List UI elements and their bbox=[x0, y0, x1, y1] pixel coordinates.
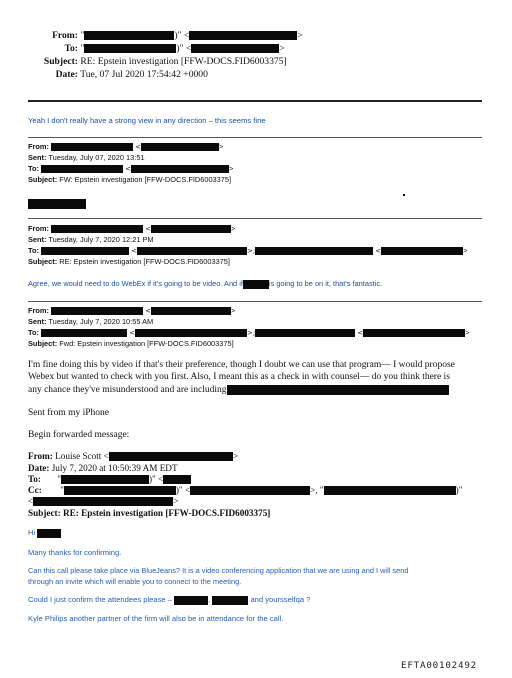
fwd-subject-row bbox=[28, 508, 270, 518]
fwd-to-value: " bbox=[57, 474, 61, 484]
msg1-subject-value: FW: Epstein investigation [FFW-DOCS.FID6003375] bbox=[59, 175, 232, 184]
fwd-subject-value: RE: Epstein investigation [FFW-DOCS.FID6003375] bbox=[62, 508, 271, 518]
msg3-subject-label: Subject: bbox=[28, 339, 58, 348]
redaction-block bbox=[51, 225, 143, 233]
msg1-subject-row bbox=[28, 175, 231, 184]
fwd-from-label: From: bbox=[28, 451, 53, 461]
fwd-cc-line2-start: < bbox=[28, 496, 34, 506]
fwd-question-line2: through an invite which will enable you to connect to the meeting. bbox=[28, 576, 242, 586]
redaction-block bbox=[381, 247, 463, 255]
msg2-from-end: > bbox=[230, 224, 236, 233]
redaction-block bbox=[151, 225, 231, 233]
redaction-block bbox=[41, 329, 127, 337]
msg3-body-line1: I'm fine doing this by video if that's their preference, though I doubt we can use that program— I would propose bbox=[28, 360, 455, 370]
fwd-date-label: Date: bbox=[28, 463, 50, 473]
top-subject-label: Subject: bbox=[43, 56, 78, 67]
msg3-sent-label: Sent: bbox=[28, 317, 47, 326]
fwd-date-value: July 7, 2020 at 10:50:39 AM EDT bbox=[51, 463, 178, 473]
msg3-to-row: To: < >; < > bbox=[28, 328, 470, 337]
redaction-block bbox=[324, 486, 456, 495]
fwd-cc-row bbox=[28, 485, 462, 495]
msg1-to-label: To: bbox=[28, 164, 39, 173]
redaction-block bbox=[141, 143, 219, 151]
redaction-block bbox=[84, 31, 174, 40]
msg2-body-pre: Agree, we would need to do WebEx if it's going to be video. And if bbox=[28, 279, 243, 288]
top-subject-row bbox=[38, 56, 287, 67]
redaction-block bbox=[28, 199, 86, 209]
fwd-hi-row bbox=[28, 528, 61, 538]
top-date-row bbox=[48, 69, 208, 80]
top-from-mid: )" < bbox=[174, 30, 190, 41]
fwd-to-mid: )" < bbox=[149, 474, 164, 484]
divider bbox=[28, 137, 482, 138]
msg1-sent-label: Sent: bbox=[28, 153, 47, 162]
fwd-cc-line2-end: > bbox=[173, 496, 179, 506]
redaction-block bbox=[33, 497, 173, 506]
fwd-cc-value: " bbox=[60, 485, 64, 495]
redaction-block bbox=[41, 165, 123, 173]
fwd-attendees-post: and yoursselfqa ? bbox=[250, 595, 311, 604]
msg3-from-label: From: bbox=[28, 306, 49, 315]
fwd-hi: Hi bbox=[28, 528, 36, 537]
redaction-block bbox=[212, 596, 248, 605]
msg3-sent-from: Sent from my iPhone bbox=[28, 408, 110, 418]
redaction-block bbox=[51, 143, 133, 151]
redaction-block bbox=[84, 44, 176, 53]
redaction-block bbox=[61, 475, 149, 484]
redaction-block bbox=[255, 247, 373, 255]
msg2-to-row: To: < >; < > bbox=[28, 246, 468, 255]
msg2-to-end: > bbox=[463, 246, 468, 255]
fwd-cc-mid: )" < bbox=[175, 485, 191, 495]
msg1-to-end: > bbox=[228, 164, 234, 173]
divider bbox=[28, 218, 482, 219]
fwd-attendees-row bbox=[28, 595, 310, 605]
msg3-to-label: To: bbox=[28, 328, 39, 337]
fwd-thanks: Many thanks for confirming. bbox=[28, 548, 122, 557]
msg3-to-end: > bbox=[465, 328, 470, 337]
redaction-block bbox=[227, 385, 449, 395]
msg2-sent-row bbox=[28, 235, 154, 244]
redaction-block bbox=[37, 529, 61, 538]
msg3-subject-row bbox=[28, 339, 234, 348]
msg2-from-label: From: bbox=[28, 224, 49, 233]
msg2-subject-value: RE: Epstein investigation [FFW-DOCS.FID6003375] bbox=[59, 257, 230, 266]
msg2-from-row: From: < > bbox=[28, 224, 236, 233]
msg1-subject-label: Subject: bbox=[28, 175, 58, 184]
msg1-from-end: > bbox=[218, 142, 224, 151]
bates-number: EFTA00102492 bbox=[401, 660, 477, 671]
msg3-body-line3: any chance they've misunderstood and are including bbox=[28, 384, 227, 395]
header-divider bbox=[28, 100, 482, 102]
fwd-from-end: > bbox=[232, 451, 238, 461]
fwd-from-value: Louise Scott < bbox=[55, 451, 109, 461]
reply-1-text: Yeah I don't really have a strong view in any direction – this seems fine bbox=[28, 116, 266, 125]
top-to-mid: )" < bbox=[176, 43, 192, 54]
redaction-block bbox=[163, 475, 191, 484]
msg3-from-row: From: < > bbox=[28, 306, 236, 315]
top-to-row bbox=[48, 43, 285, 54]
msg1-to-row: To: < > bbox=[28, 164, 234, 173]
top-date-value: Tue, 07 Jul 2020 17:54:42 +0000 bbox=[80, 69, 208, 80]
top-from-end: > bbox=[297, 30, 303, 41]
redaction-block bbox=[255, 329, 355, 337]
msg3-body bbox=[28, 359, 484, 396]
fwd-cc-row-2 bbox=[28, 496, 178, 506]
fwd-date-row bbox=[28, 463, 178, 473]
fwd-cc-end: )" bbox=[455, 485, 463, 495]
msg1-sent-row bbox=[28, 153, 145, 162]
divider bbox=[28, 301, 482, 302]
fwd-attendees-comma: , bbox=[208, 595, 211, 604]
redaction-block bbox=[51, 307, 143, 315]
msg3-body-line2: Webex but wanted to check with you first. Also, I meant this as a check in with counsel— do you think there is bbox=[28, 372, 450, 383]
redaction-block bbox=[190, 486, 310, 495]
redaction-block bbox=[41, 247, 129, 255]
redaction-block bbox=[135, 329, 247, 337]
top-from-label: From: bbox=[52, 30, 78, 41]
fwd-from-row bbox=[28, 451, 238, 461]
msg1-from-row: From: < > bbox=[28, 142, 224, 151]
redaction-block bbox=[363, 329, 465, 337]
fwd-attendees-pre: Could I just confirm the attendees please – bbox=[28, 595, 172, 604]
msg2-sent-value: Tuesday, July 7, 2020 12:21 PM bbox=[48, 235, 154, 244]
msg3-forwarded: Begin forwarded message: bbox=[28, 430, 130, 440]
redaction-block bbox=[191, 44, 279, 53]
top-from-value: " bbox=[80, 30, 85, 41]
fwd-to-label: To: bbox=[28, 474, 41, 484]
msg3-subject-value: Fwd: Epstein investigation [FFW-DOCS.FID6003375] bbox=[59, 339, 234, 348]
top-subject-value: RE: Epstein investigation [FFW-DOCS.FID6003375] bbox=[80, 56, 287, 67]
fwd-cc-mid2: >, " bbox=[310, 485, 324, 495]
fwd-question bbox=[28, 566, 408, 587]
top-date-label: Date: bbox=[55, 69, 78, 80]
redaction-block bbox=[243, 280, 269, 289]
top-to-label: To: bbox=[64, 43, 78, 54]
msg1-sent-value: Tuesday, July 07, 2020 13:51 bbox=[48, 153, 145, 162]
redaction-block bbox=[137, 247, 247, 255]
msg1-from-label: From: bbox=[28, 142, 49, 151]
redaction-block bbox=[151, 307, 231, 315]
redaction-block bbox=[64, 486, 176, 495]
fwd-cc-label: Cc: bbox=[28, 485, 42, 495]
redaction-block bbox=[174, 595, 211, 605]
fwd-to-row bbox=[28, 474, 191, 484]
redaction-block bbox=[109, 452, 233, 461]
msg2-body-post: is going to be on it, that's fantastic. bbox=[268, 279, 383, 288]
msg3-sent-value: Tuesday, July 7, 2020 10:55 AM bbox=[48, 317, 154, 326]
msg2-subject-row bbox=[28, 257, 230, 266]
msg2-to-label: To: bbox=[28, 246, 39, 255]
msg3-from-end: > bbox=[230, 306, 236, 315]
redaction-block bbox=[189, 31, 297, 40]
redaction-block bbox=[131, 165, 229, 173]
msg3-sent-row bbox=[28, 317, 153, 326]
top-from-row bbox=[48, 30, 303, 41]
msg3-body-line3-row bbox=[28, 384, 484, 396]
top-to-value: " bbox=[80, 43, 85, 54]
msg2-body bbox=[28, 279, 382, 289]
fwd-subject-label: Subject: bbox=[28, 508, 61, 518]
msg2-sent-label: Sent: bbox=[28, 235, 47, 244]
stray-mark bbox=[403, 194, 405, 196]
top-to-end: > bbox=[279, 43, 285, 54]
fwd-kyle: Kyle Philips another partner of the firm will also be in attendance for the call. bbox=[28, 614, 284, 623]
msg2-subject-label: Subject: bbox=[28, 257, 58, 266]
fwd-question-line1: Can this call please take place via BlueJeans? It is a video conferencing application that we are using and I will send bbox=[28, 566, 409, 575]
